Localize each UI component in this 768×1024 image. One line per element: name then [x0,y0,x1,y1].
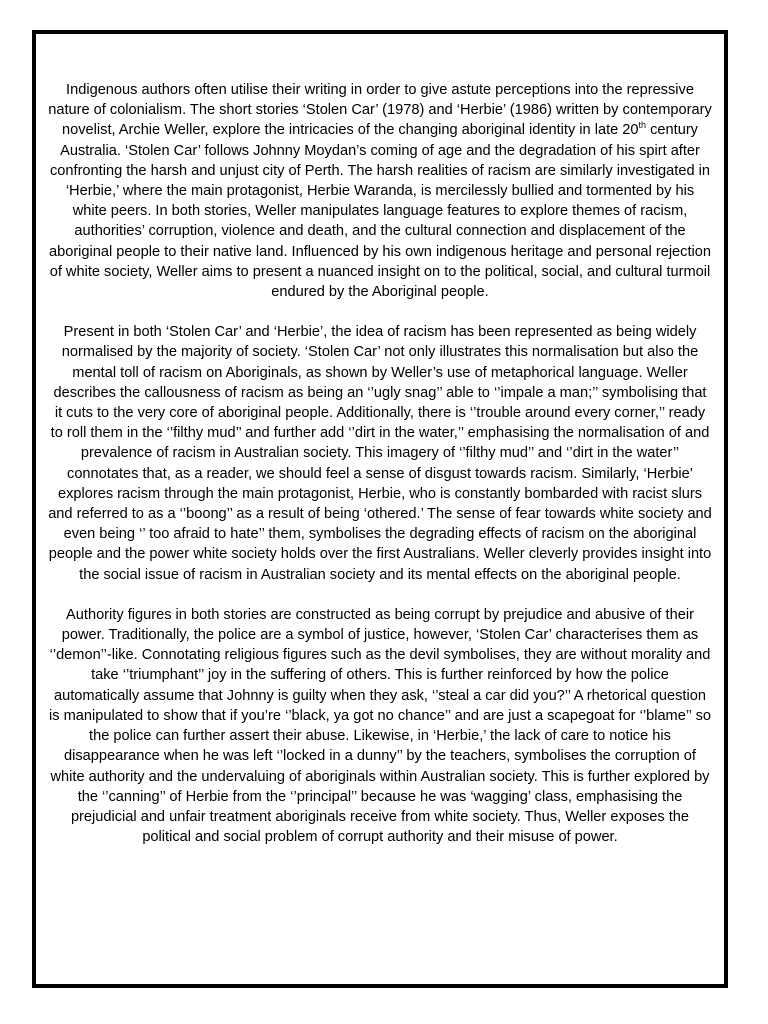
essay-paragraph-introduction [48,80,712,302]
paragraph-1-text-start: Indigenous authors often utilise their writing in order to give astute perceptions into the repressive nature of colonialism. The short stories ‘Stolen Car’ (1978) and ‘Herbie’ (1986) written by contemporary novelist, Archie Weller, explore the intricacies of the changing aboriginal identity in late 20 [48,82,712,139]
essay-paragraph-authority: Authority figures in both stories are constructed as being corrupt by prejudice and abusive of their power. Traditionally, the police are a symbol of justice, however, ‘Stolen Car’ characterises them as ‘’demon’’-like. Connotating religious figures such as the devil symbolises, they are without morality and take ‘’triumphant’’ joy in the suffering of others. This is further reinforced by how the police automatically assume that Johnny is guilty when they ask, ‘’steal a car did you?’’ A rhetorical question is manipulated to show that if you’re ‘’black, ya got no chance’’ and are just a scapegoat for ‘’blame’’ so the police can further assert their abuse. Likewise, in ‘Herbie,’ the lack of care to notice his disappearance when he was left ‘’locked in a dunny’’ by the teachers, symbolises the corruption of white authority and the undervaluing of aboriginals within Australian society. This is further explored by the ‘’canning’’ of Herbie from the ‘’principal’’ because he was ‘wagging’ class, emphasising the prejudicial and unfair treatment aboriginals receive from white society. Thus, Weller exposes the political and social problem of corrupt authority and their misuse of power. [49,606,711,846]
page-border [32,30,728,988]
essay-body [48,80,712,867]
essay-paragraph-racism: Present in both ‘Stolen Car’ and ‘Herbie’, the idea of racism has been represented as being widely normalised by the majority of society. ‘Stolen Car’ not only illustrates this normalisation but also the mental toll of racism on Aboriginals, as shown by Weller’s use of metaphorical language. Weller describes the callousness of racism as being an ‘’ugly snag’’ able to ‘’impale a man;’’ symbolising that it cuts to the very core of aboriginal people. Additionally, there is ‘’trouble around every corner,’’ ready to roll them in the ‘’filthy mud’’ and further add ‘’dirt in the water,’’ emphasising the normalisation of and prevalence of racism in Australian society. This imagery of ‘’filthy mud’’ and ‘’dirt in the water’’ connotates that, as a reader, we should feel a sense of disgust towards racism. Similarly, ‘Herbie’ explores racism through the main protagonist, Herbie, who is constantly bombarded with racist slurs and referred to as a ‘’boong’’ as a result of being ‘othered.’ The sense of fear towards white society and even being ‘’ too afraid to hate’’ them, symbolises the degrading effects of racism on the aboriginal people and the power white society holds over the first Australians. Weller cleverly provides insight into the social issue of racism in Australian society and its mental effects on the aboriginal people. [48,324,712,583]
paragraph-1-text-end: century Australia. ‘Stolen Car’ follows Johnny Moydan’s coming of age and the degradation of his spirt after confronting the harsh and unjust city of Perth. The harsh realities of racism are similarly investigated in ‘Herbie,’ where the main protagonist, Herbie Waranda, is mercilessly bullied and tormented by his white peers. In both stories, Weller manipulates language features to explore themes of racism, authorities’ corruption, violence and death, and the cultural connection and displacement of the aboriginal people to their native land. Influenced by his own indigenous heritage and personal rejection of white society, Weller aims to present a nuanced insight on to the political, social, and cultural turmoil endured by the Aboriginal people. [48,122,712,301]
ordinal-superscript: th [638,120,647,131]
